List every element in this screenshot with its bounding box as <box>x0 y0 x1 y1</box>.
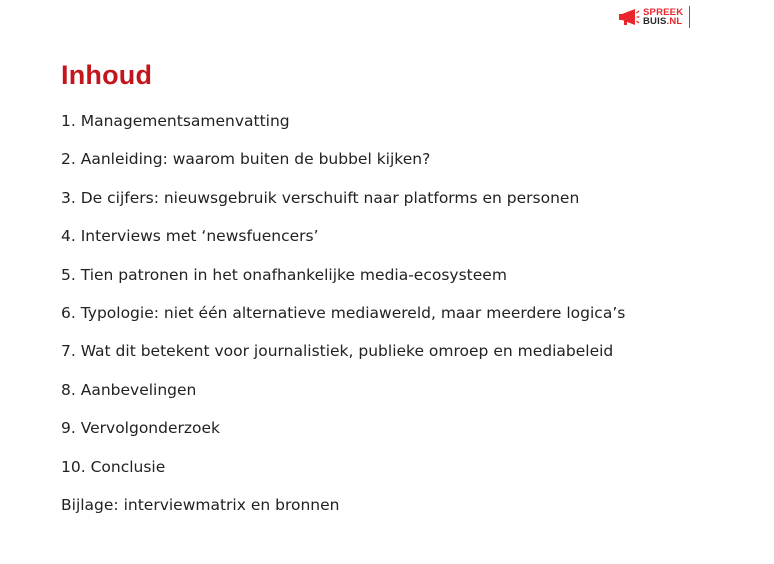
toc-item-1: 1. Managementsamenvatting <box>61 112 290 130</box>
logo-wordmark <box>643 8 683 26</box>
toc-item-3: 3. De cijfers: nieuwsgebruik verschuift naar platforms en personen <box>61 188 580 207</box>
logo-line-2-suffix: .NL <box>666 16 683 27</box>
toc-item-9: 9. Vervolgonderzoek <box>61 419 221 438</box>
toc-item-6: 6. Typologie: niet één alternatieve mediawereld, maar meerdere logica’s <box>61 303 626 322</box>
logo-line-1: SPREEK <box>643 7 684 18</box>
toc-item-5: 5. Tien patronen in het onafhankelijke media-ecosysteem <box>61 265 507 284</box>
toc-item-4: 4. Interviews met ‘newsfuencers’ <box>61 227 319 246</box>
toc-item-10: 10. Conclusie <box>61 457 166 476</box>
megaphone-icon <box>618 8 640 26</box>
toc-item-2: 2. Aanleiding: waarom buiten de bubbel kijken? <box>61 150 431 169</box>
toc-item-7: 7. Wat dit betekent voor journalistiek, publieke omroep en mediabeleid <box>61 342 614 361</box>
logo-line-2-main: BUIS <box>643 16 667 27</box>
page-title: Inhoud <box>61 60 153 90</box>
spreekbuis-logo <box>618 6 690 28</box>
toc-item-appendix: Bijlage: interviewmatrix en bronnen <box>61 495 340 514</box>
logo-divider <box>689 6 690 28</box>
table-of-contents <box>61 110 625 532</box>
logo-line-2 <box>643 17 683 26</box>
toc-item-8: 8. Aanbevelingen <box>61 380 197 399</box>
